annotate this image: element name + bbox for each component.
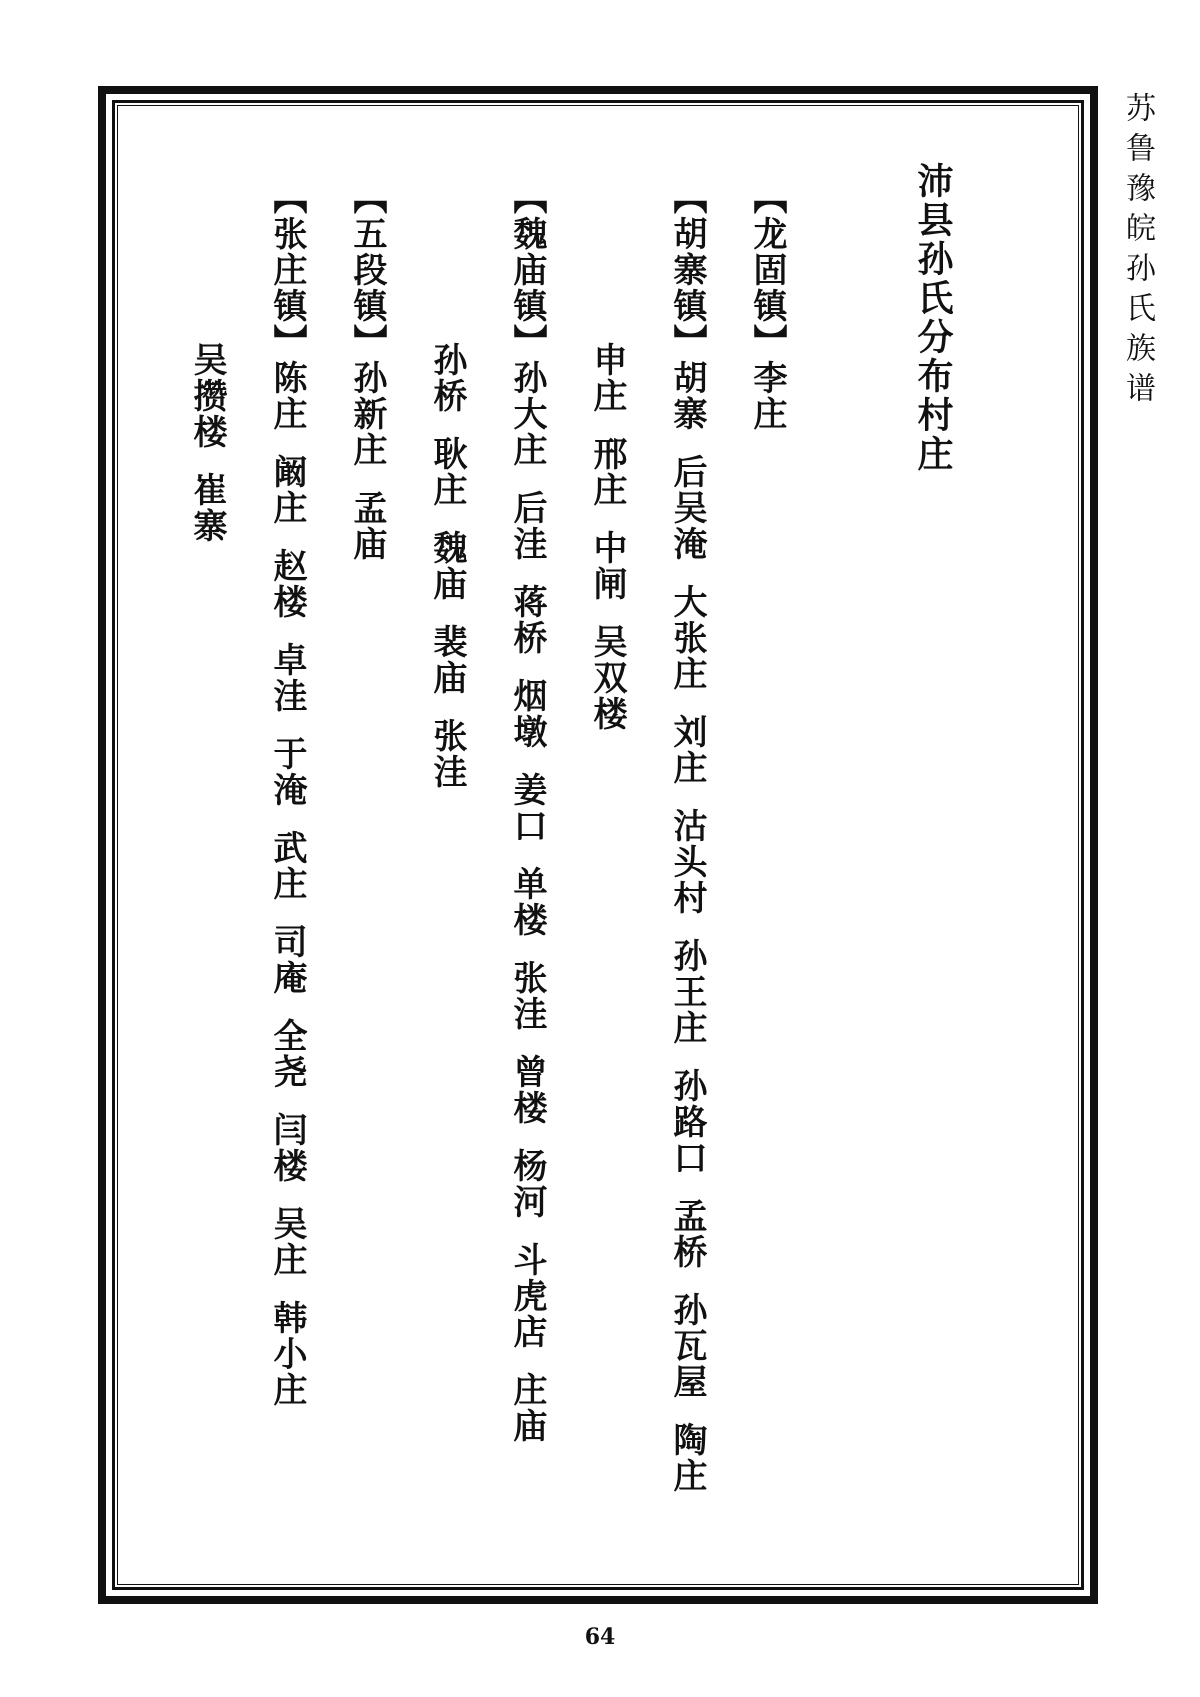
village-name: 孟庙 <box>347 490 387 562</box>
village-name: 孙桥 <box>427 342 467 414</box>
village-name: 中闸 <box>587 530 627 602</box>
village-name: 于淹 <box>267 736 307 808</box>
village-column <box>585 342 629 732</box>
running-header: 苏鲁豫皖孙氏族谱 <box>1120 92 1155 412</box>
village-name: 孟桥 <box>667 1198 707 1270</box>
village-column <box>265 180 309 1408</box>
village-name: 司庵 <box>267 924 307 996</box>
town-name: 【胡寨镇】 <box>667 180 707 360</box>
village-name: 崔寨 <box>187 472 227 544</box>
village-name: 孙王庄 <box>667 938 707 1046</box>
village-name: 曾楼 <box>507 1054 547 1126</box>
village-name: 魏庙 <box>427 530 467 602</box>
town-name: 【张庄镇】 <box>267 180 307 360</box>
village-name: 陈庄 <box>267 360 307 432</box>
village-name: 烟墩 <box>507 678 547 750</box>
village-name: 姜口 <box>507 772 547 844</box>
village-name: 卓洼 <box>267 642 307 714</box>
village-name: 裴庙 <box>427 624 467 696</box>
village-name: 庄庙 <box>507 1372 547 1444</box>
village-name: 孙大庄 <box>507 360 547 468</box>
village-column <box>505 180 549 1444</box>
town-name: 【魏庙镇】 <box>507 180 547 360</box>
town-name: 【龙固镇】 <box>747 180 787 360</box>
village-name: 孙新庄 <box>347 360 387 468</box>
village-column <box>665 180 709 1494</box>
village-name: 斗虎店 <box>507 1242 547 1350</box>
village-name: 闫楼 <box>267 1112 307 1184</box>
village-name: 阚庄 <box>267 454 307 526</box>
village-name: 申庄 <box>587 342 627 414</box>
village-name: 全尧 <box>267 1018 307 1090</box>
village-name: 后吴淹 <box>667 454 707 562</box>
village-name: 大张庄 <box>667 584 707 692</box>
village-name: 孙瓦屋 <box>667 1292 707 1400</box>
village-name: 孙路口 <box>667 1068 707 1176</box>
village-name: 吴庄 <box>267 1206 307 1278</box>
village-column <box>185 342 229 544</box>
village-name: 刘庄 <box>667 714 707 786</box>
village-column <box>345 180 389 562</box>
village-name: 韩小庄 <box>267 1300 307 1408</box>
page-title: 沛县孙氏分布村庄 <box>912 162 954 474</box>
village-column <box>425 342 469 790</box>
village-column <box>745 180 789 432</box>
village-name: 张洼 <box>507 960 547 1032</box>
village-name: 武庄 <box>267 830 307 902</box>
town-name: 【五段镇】 <box>347 180 387 360</box>
village-name: 后洼 <box>507 490 547 562</box>
village-name: 李庄 <box>747 360 787 432</box>
village-name: 邢庄 <box>587 436 627 508</box>
village-name: 吴攒楼 <box>187 342 227 450</box>
village-name: 耿庄 <box>427 436 467 508</box>
page-number: 64 <box>584 1624 616 1650</box>
village-name: 杨河 <box>507 1148 547 1220</box>
village-name: 沽头村 <box>667 808 707 916</box>
village-name: 单楼 <box>507 866 547 938</box>
village-name: 蒋桥 <box>507 584 547 656</box>
village-name: 张洼 <box>427 718 467 790</box>
village-name: 胡寨 <box>667 360 707 432</box>
village-name: 陶庄 <box>667 1422 707 1494</box>
village-name: 吴双楼 <box>587 624 627 732</box>
village-name: 赵楼 <box>267 548 307 620</box>
